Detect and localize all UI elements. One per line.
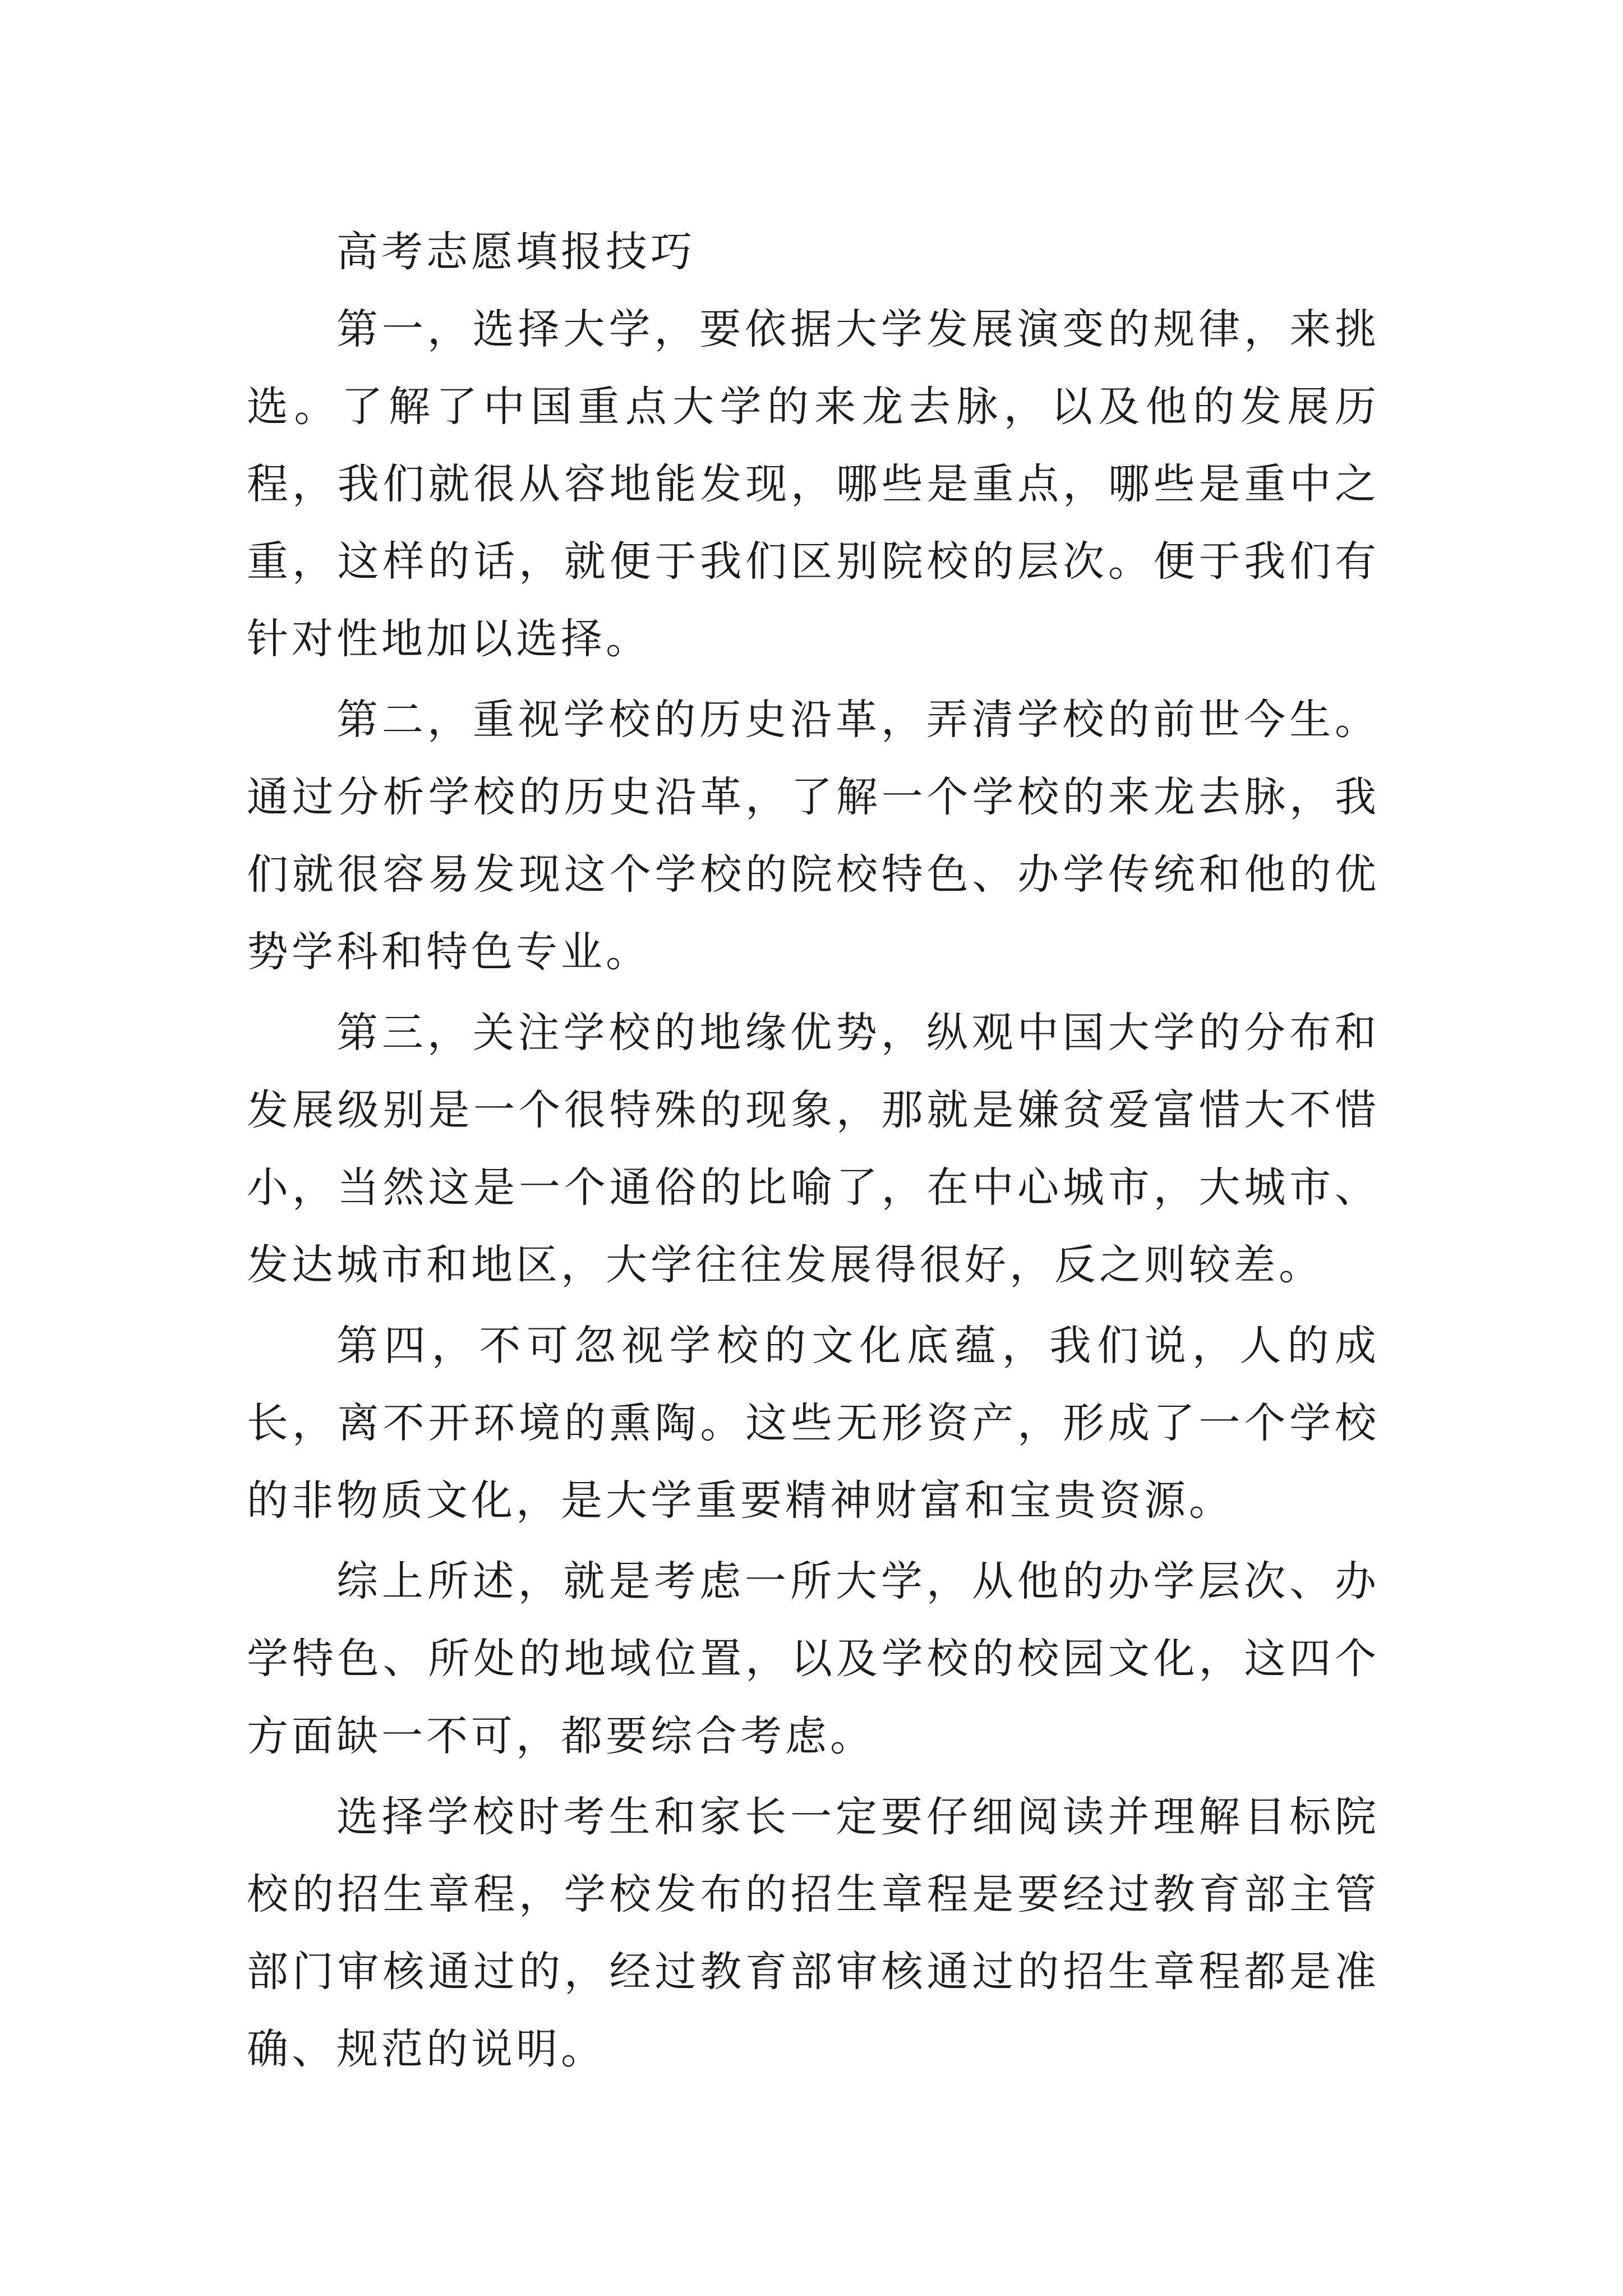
paragraph-2: 第二，重视学校的历史沿革，弄清学校的前世今生。通过分析学校的历史沿革，了解一个学校的来龙去脉，我们就很容易发现这个学校的院校特色、办学传统和他的优势学科和特色专业。 xyxy=(247,696,1380,976)
paragraph-3: 第三，关注学校的地缘优势，纵观中国大学的分布和发展级别是一个很特殊的现象，那就是嫌贫爱富惜大不惜小，当然这是一个通俗的比喻了，在中心城市，大城市、发达城市和地区，大学往往发展得很好，反之则较差。 xyxy=(247,1009,1380,1289)
document-body xyxy=(247,213,1380,2088)
paragraph-4: 第四，不可忽视学校的文化底蕴，我们说，人的成长，离不开环境的熏陶。这些无形资产，形成了一个学校的非物质文化，是大学重要精神财富和宝贵资源。 xyxy=(247,1322,1380,1525)
paragraph-5: 综上所述，就是考虑一所大学，从他的办学层次、办学特色、所处的地域位置，以及学校的校园文化，这四个方面缺一不可，都要综合考虑。 xyxy=(247,1557,1380,1760)
document-title: 高考志愿填报技巧 xyxy=(336,228,695,276)
paragraph-1: 第一，选择大学，要依据大学发展演变的规律，来挑选。了解了中国重点大学的来龙去脉，以及他的发展历程，我们就很从容地能发现，哪些是重点，哪些是重中之重，这样的话，就便于我们区别院校的层次。便于我们有针对性地加以选择。 xyxy=(247,305,1380,663)
paragraph-6: 选择学校时考生和家长一定要仔细阅读并理解目标院校的招生章程，学校发布的招生章程是要经过教育部主管部门审核通过的，经过教育部审核通过的招生章程都是准确、规范的说明。 xyxy=(247,1793,1380,2073)
